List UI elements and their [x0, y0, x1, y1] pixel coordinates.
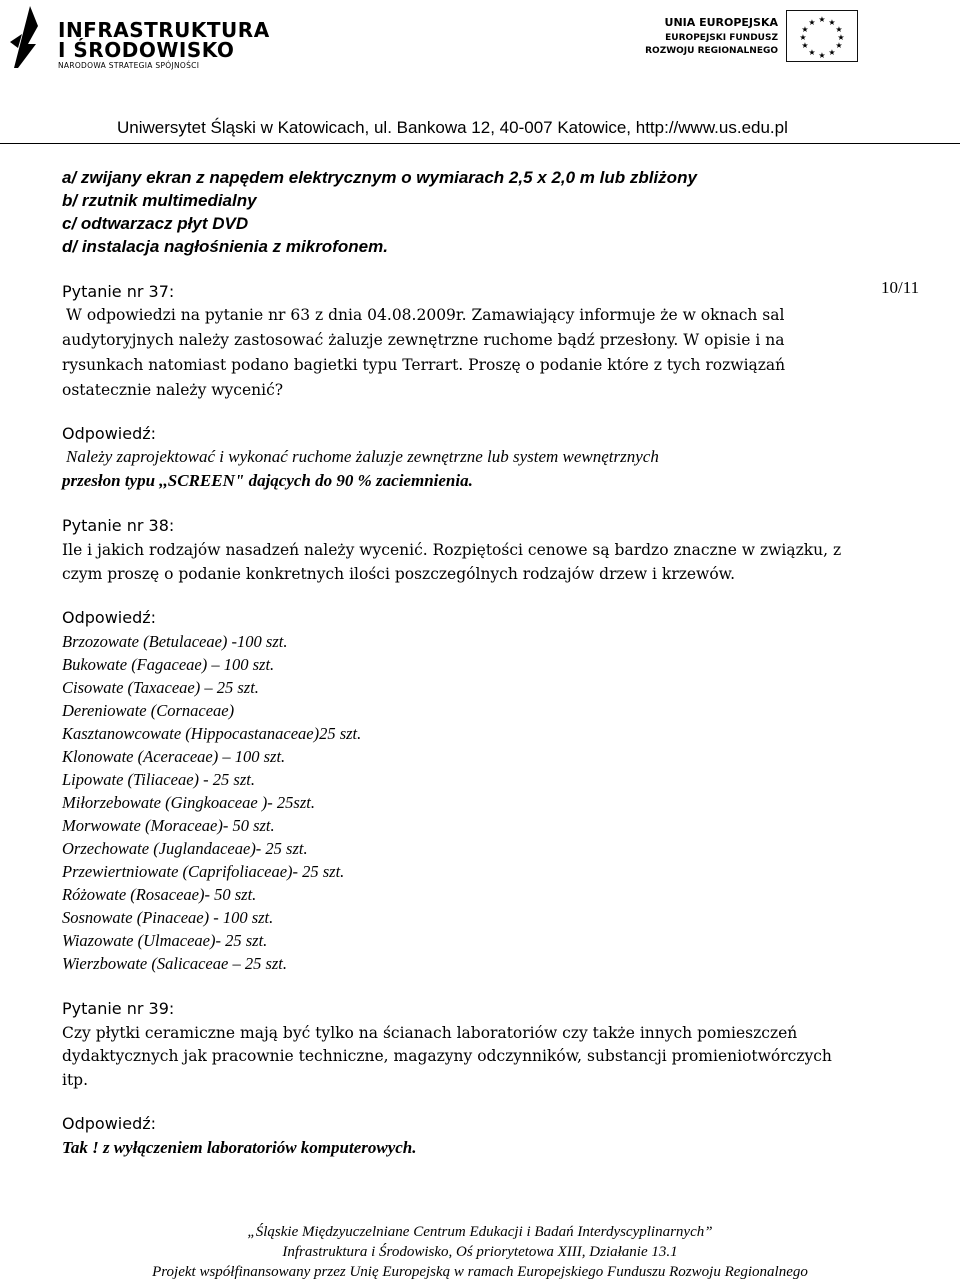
- question-37-text: ostatecznie należy wycenić?: [62, 381, 284, 399]
- svg-text:★: ★: [818, 15, 826, 24]
- tree-item: Wierzbowate (Salicaceae – 25 szt.: [62, 954, 288, 973]
- footer: [0, 1222, 960, 1282]
- header-address: Uniwersytet Śląski w Katowicach, ul. Bankowa 12, 40-007 Katowice, http://www.us.edu.pl: [117, 118, 788, 137]
- question-37-text: W odpowiedzi na pytanie nr 63 z dnia 04.08.2009r. Zamawiający informuje że w oknach sal: [66, 306, 785, 324]
- answer-39-text: Tak ! z wyłączeniem laboratoriów komputerowych.: [62, 1138, 417, 1157]
- answer-37-text: przesłon typu ,,SCREEN" dających do 90 % zaciemnienia.: [62, 471, 473, 490]
- tree-item: Sosnowate (Pinaceae) - 100 szt.: [62, 908, 274, 927]
- question-37-title: Pytanie nr 37:: [62, 282, 175, 301]
- tree-item: Różowate (Rosaceae)- 50 szt.: [62, 885, 257, 904]
- svg-text:★: ★: [835, 25, 843, 34]
- equipment-item: a/ zwijany ekran z napędem elektrycznym o wymiarach 2,5 x 2,0 m lub zbliżony: [62, 168, 697, 187]
- tree-item: Cisowate (Taxaceae) – 25 szt.: [62, 678, 259, 697]
- svg-text:★: ★: [835, 41, 843, 50]
- logo-emblem-icon: [8, 4, 52, 70]
- header-divider: [0, 143, 960, 144]
- answer-39-label: Odpowiedź:: [62, 1114, 157, 1133]
- answer-37-label: Odpowiedź:: [62, 424, 157, 443]
- question-38-text: Ile i jakich rodzajów nasadzeń należy wycenić. Rozpiętości cenowe są bardzo znaczne w związku, z: [62, 541, 842, 559]
- eu-logo-line-1: UNIA EUROPEJSKA: [664, 16, 778, 29]
- tree-item: Lipowate (Tiliaceae) - 25 szt.: [62, 770, 255, 789]
- question-37-text: audytoryjnych należy zastosować żaluzje zewnętrzne ruchome bądź przesłony. W opisie i na: [62, 331, 785, 349]
- svg-text:★: ★: [808, 48, 816, 57]
- question-39-title: Pytanie nr 39:: [62, 999, 175, 1018]
- question-37-text: rysunkach natomiast podano bagietki typu Terrart. Proszę o podanie które z tych rozwiązań: [62, 356, 786, 374]
- question-39-text: Czy płytki ceramiczne mają być tylko na ścianach laboratoriów czy także innych pomieszczeń: [62, 1024, 798, 1042]
- tree-item: Przewiertniowate (Caprifoliaceae)- 25 szt.: [62, 862, 345, 881]
- svg-text:★: ★: [837, 33, 845, 42]
- question-39-text: dydaktycznych jak pracownie techniczne, magazyny odczynników, substancji promieniotwórczych: [62, 1047, 832, 1065]
- equipment-item: b/ rzutnik multimedialny: [62, 191, 257, 210]
- svg-text:★: ★: [828, 48, 836, 57]
- svg-text:★: ★: [801, 25, 809, 34]
- svg-text:★: ★: [808, 18, 816, 27]
- answer-37-text: Należy zaprojektować i wykonać ruchome żaluzje zewnętrzne lub system wewnętrznych: [66, 447, 659, 466]
- eu-logo: [638, 10, 858, 60]
- infrastruktura-logo: [8, 4, 270, 70]
- tree-item: Dereniowate (Cornaceae): [62, 701, 235, 720]
- question-39-text: itp.: [62, 1071, 89, 1089]
- tree-item: Miłorzebowate (Gingkoaceae )- 25szt.: [62, 793, 315, 812]
- equipment-item: c/ odtwarzacz płyt DVD: [62, 214, 249, 233]
- tree-item: Orzechowate (Juglandaceae)- 25 szt.: [62, 839, 308, 858]
- logo-line-1: INFRASTRUKTURA: [58, 18, 270, 42]
- tree-item: Klonowate (Aceraceae) – 100 szt.: [62, 747, 286, 766]
- logo-line-2: I ŚRODOWISKO: [58, 38, 235, 62]
- eu-logo-line-3: ROZWOJU REGIONALNEGO: [645, 46, 778, 56]
- eu-flag-icon: [786, 10, 858, 62]
- svg-text:★: ★: [828, 18, 836, 27]
- footer-line-2: Infrastruktura i Środowisko, Oś priorytetowa XIII, Działanie 13.1: [282, 1244, 678, 1260]
- tree-item: Brzozowate (Betulaceae) -100 szt.: [62, 632, 288, 651]
- eu-logo-line-2: EUROPEJSKI FUNDUSZ: [665, 33, 778, 43]
- tree-item: Wiazowate (Ulmaceae)- 25 szt.: [62, 931, 268, 950]
- question-38-title: Pytanie nr 38:: [62, 516, 175, 535]
- logo-line-3: NARODOWA STRATEGIA SPÓJNOŚCI: [58, 61, 200, 70]
- page-number: 10/11: [881, 278, 920, 297]
- svg-text:★: ★: [818, 51, 826, 60]
- tree-item: Bukowate (Fagaceae) – 100 szt.: [62, 655, 275, 674]
- question-38-text: czym proszę o podanie konkretnych ilości poszczególnych rodzajów drzew i krzewów.: [62, 565, 736, 583]
- tree-item: Morwowate (Moraceae)- 50 szt.: [62, 816, 275, 835]
- svg-text:★: ★: [799, 33, 807, 42]
- svg-text:★: ★: [801, 41, 809, 50]
- equipment-item: d/ instalacja nagłośnienia z mikrofonem.: [62, 237, 388, 256]
- footer-line-1: „Śląskie Międzyuczelniane Centrum Edukacji i Badań Interdyscyplinarnych”: [247, 1224, 713, 1240]
- answer-38-label: Odpowiedź:: [62, 608, 157, 627]
- tree-item: Kasztanowcowate (Hippocastanaceae)25 szt.: [62, 724, 362, 743]
- footer-line-3: Projekt współfinansowany przez Unię Europejską w ramach Europejskiego Funduszu Rozwoju Regionalnego: [152, 1264, 808, 1280]
